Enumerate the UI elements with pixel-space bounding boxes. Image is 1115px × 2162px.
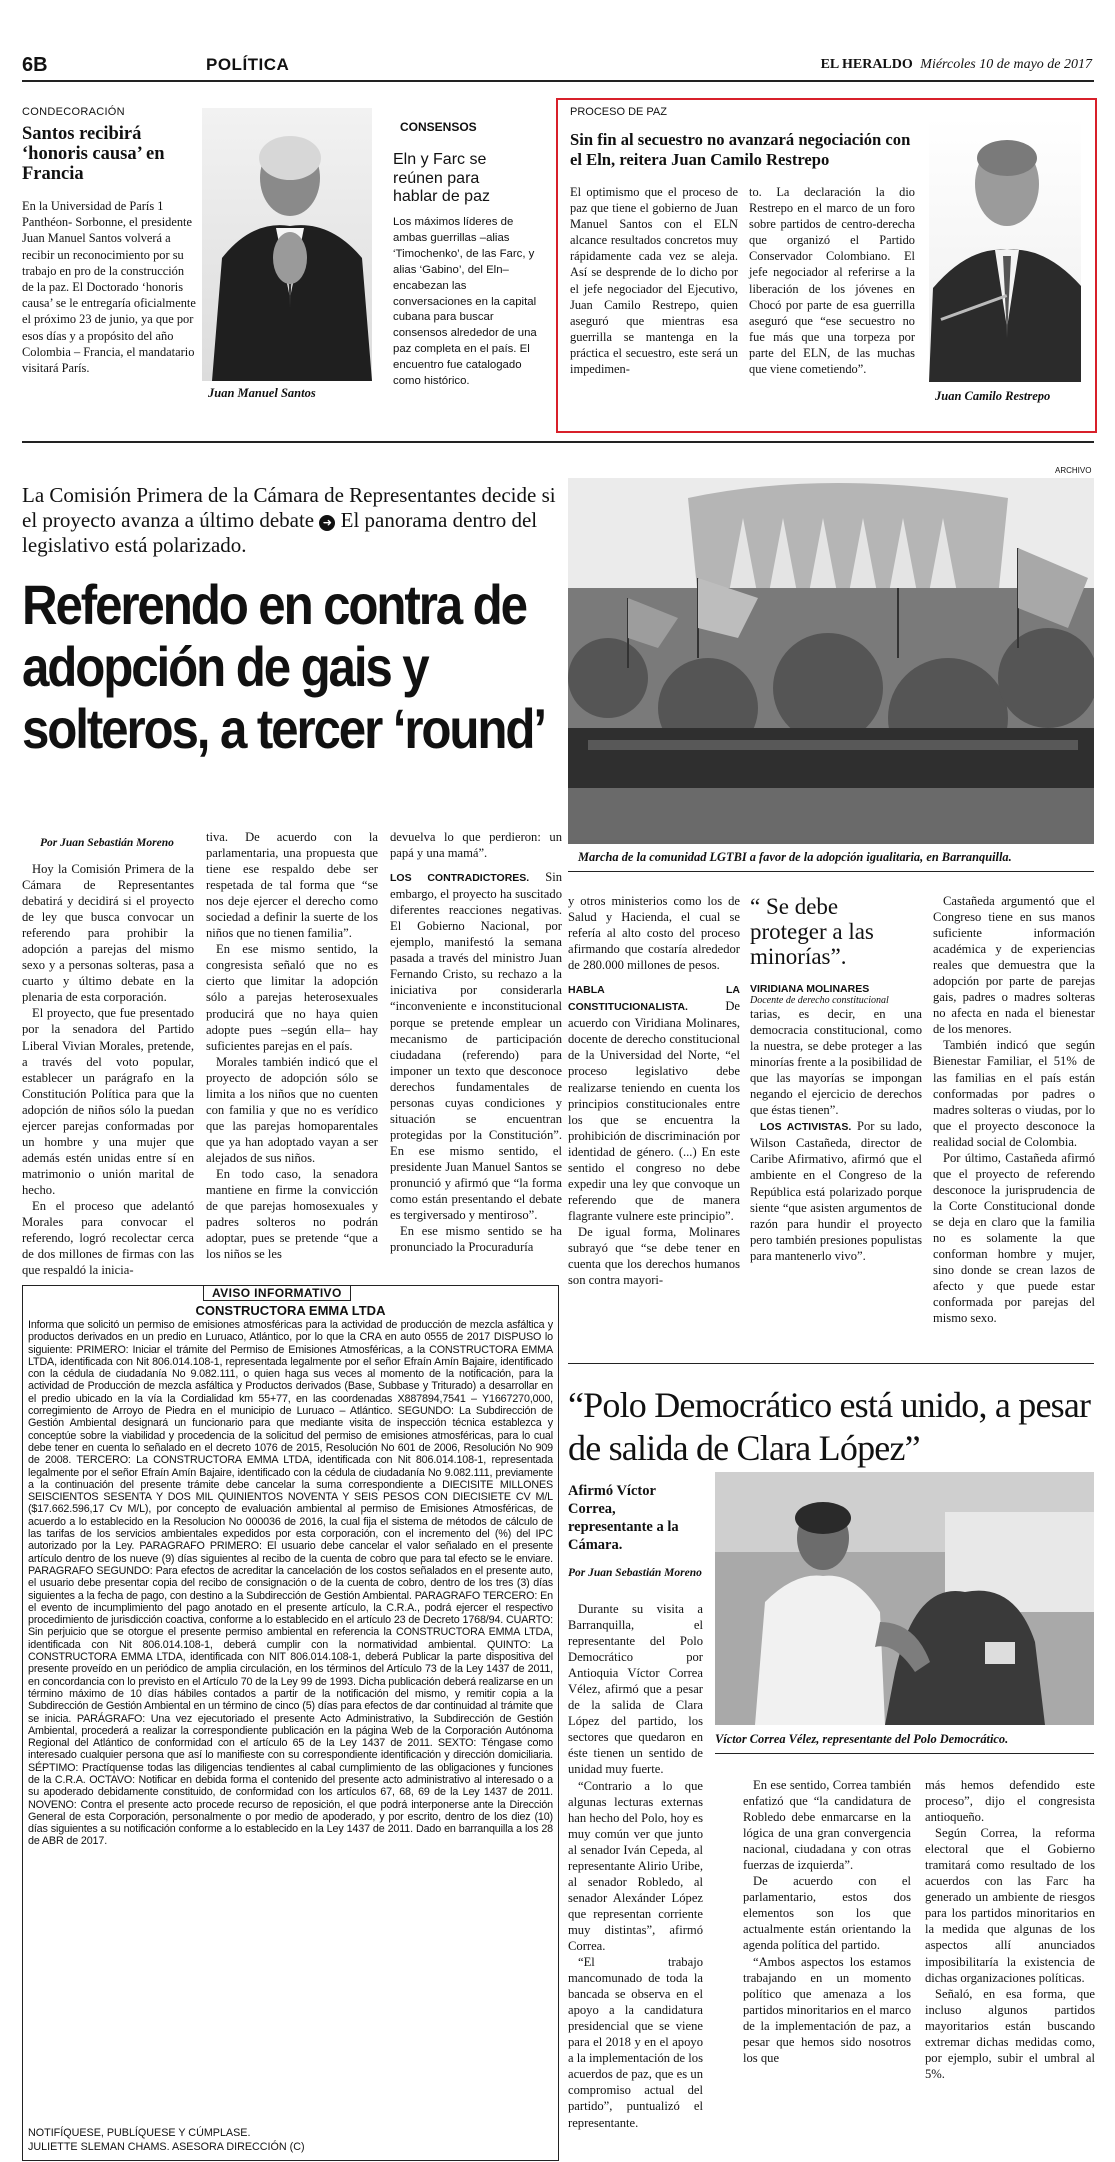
march-photo: [568, 478, 1094, 844]
brief-right-kicker: PROCESO DE PAZ: [570, 106, 667, 118]
col3-para-2: En ese mismo sentido se ha pronunciado la Procuraduría: [390, 1224, 562, 1255]
restrepo-caption: Juan Camilo Restrepo: [935, 389, 1051, 403]
pull-quote-role: Docente de derecho constitucional: [750, 995, 889, 1006]
col1-para-2: El proyecto, que fue presentado por la senadora del Partido Liberal Vivian Morales, pretende, a través del voto popular, establecer un parágrafo en la Constitución Política para que la adopción de niños sólo la puedan ejercer parejas conformadas por un hombre y una mujer que además estén unidas entre sí en matrimonio o unión marital de hecho.: [22, 1006, 194, 1197]
header-rule: [22, 80, 1094, 82]
polo-col-1: [568, 1601, 703, 2131]
brief-left-kicker: CONDECORACIÓN: [22, 106, 125, 118]
col5-run-in: LOS ACTIVISTAS.: [760, 1121, 852, 1134]
santos-caption: Juan Manuel Santos: [208, 386, 316, 400]
issue-date: Miércoles 10 de mayo de 2017: [920, 57, 1092, 72]
col3-run-in: LOS CONTRADICTORES.: [390, 872, 530, 885]
masthead: [821, 57, 1092, 73]
col1-para-1: Hoy la Comisión Primera de la Cámara de Representantes debatirá y decidirá si el proyecto de ley que busca convocar un referendo para prohibir la adopción a parejas del mismo sexo y a personas solteras, pasa a cuarto y último debate en la plenaria de esta corporación.: [22, 862, 194, 1005]
col2-para-2: En ese mismo sentido, la congresista señaló que no es cierto que limitar la adopción sólo a parejas heterosexuales producirá que no haya quien adopte pues –según ella– hay suficientes parejas en el país.: [206, 942, 378, 1053]
section-title: POLÍTICA: [206, 55, 290, 74]
col4-para-3: De igual forma, Molinares subrayó que “se debe tener en cuenta que los derechos humanos son contra mayori-: [568, 1224, 740, 1288]
polo-col1-para-1: Durante su visita a Barranquilla, el representante del Polo Democrático por Antioquia Víctor Correa Vélez, afirmó que a pesar de la salida de Clara López del partido, los sectores que quedaron en éste tienen un sentido de unidad muy fuerte.: [568, 1602, 703, 1777]
notice-signature: JULIETTE SLEMAN CHAMS. ASESORA DIRECCIÓN (C): [28, 2141, 305, 2153]
notice-label: AVISO INFORMATIVO: [203, 1285, 351, 1301]
polo-col1-para-3: “El trabajo mancomunado de toda la bancada se observa en el apoyo a la candidatura presidencial que se viene para el 2018 y en el apoyo a la implementación de los acuerdos de paz, que es un compromiso actual del partido”, puntualizó el representante.: [568, 1955, 703, 2130]
legal-notice: [22, 1285, 559, 2161]
correa-photo: [715, 1472, 1094, 1725]
col6-para-1: Castañeda argumentó que el Congreso tiene en sus manos suficiente información académica y de experiencias reales que demuestra que la adopción por parte de parejas gais, padres o madres solteras no afecta en nada el bienestar de los menores.: [933, 894, 1095, 1037]
page-number: 6B: [22, 54, 48, 76]
deck-part-1: La Comisión Primera de la Cámara de Representantes decide si el proyecto avanza a último debate: [22, 483, 556, 532]
march-caption: Marcha de la comunidad LGTBI a favor de la adopción igualitaria, en Barranquilla.: [578, 850, 1012, 864]
col4-para-1: y otros ministerios como los de Salud y Hacienda, el cual se refería al alto costo del proceso afirmando que costaría alrededor de 280.000 millones de pesos.: [568, 894, 740, 973]
col3-lead: devuelva lo que perdieron: un papá y una mamá”.: [390, 830, 562, 861]
col6-para-3: Por último, Castañeda afirmó que el proyecto de referendo desconoce la jurisprudencia de la Corte Constitucional donde se deja en claro que la familia no es solamente la que conforman hombre y mujer, sino donde se crean lazos de afecto y que puede estar conformada por parejas del mismo sexo.: [933, 1150, 1095, 1326]
main-col-5: [750, 1006, 922, 1264]
arrow-circle-icon: ➜: [319, 515, 335, 531]
polo-col2-para-1: En ese sentido, Correa también enfatizó que “la candidatura de Robledo debe enmarcarse en la lógica de una gran convergencia nacional, ciudadana y con otras fuerzas de izquierda”.: [743, 1778, 911, 1873]
polo-col2-para-2: De acuerdo con el parlamentario, estos dos elementos son los que actualmente están orientando la agenda política del partido.: [743, 1874, 911, 1953]
polo-col-3: [925, 1777, 1095, 2082]
col6-para-2: También indicó que según Bienestar Familiar, el 51% de las familias en el país están conformadas por padres o madres solteras o viudas, por lo que el proyecto desconoce la realidad social de Colombia.: [933, 1038, 1095, 1149]
col4-run-in: HABLA LA CONSTITUCIONALISTA.: [568, 984, 740, 1014]
polo-col3-para-1: más hemos defendido este proceso”, dijo el congresista antioqueño.: [925, 1778, 1095, 1825]
col1-para-3: En el proceso que adelantó Morales para convocar el referendo, logró recolectar cerca de dos millones de firmas con las que respaldó la inicia-: [22, 1198, 194, 1278]
polo-col1-para-2: “Contrario a lo que algunas lecturas externas han hecho del Polo, hoy es muy común ver que junto al senador Iván Cepeda, al representante Alirio Uribe, al senador Robledo, al senador Alexánder López que representan corriente muy distintas”, afirmó Correa.: [568, 1778, 704, 1953]
polo-col3-para-2: Según Correa, la reforma electoral que el Gobierno tramitará como resultado de los acuerdos con las Farc ha generado un ambiente de riesgos para los partidos minoritarios en la medida que algunas de los aspectos allí anunciados imposibilitaría la existencia de dichas organizaciones políticas.: [925, 1826, 1095, 1985]
col4-para-2: De acuerdo con Viridiana Molinares, docente de derecho constitucional de la Universidad del Norte, “el proceso legislativo debe realizarse teniendo en cuenta los principios constitucionales entre los que se encuentra la prohibición de discriminación por identidad de género. (...) En este sentido el congreso no debe expedir una ley que convoque un referendo que de manera flagrante vulnere este principio”.: [568, 999, 740, 1223]
polo-headline: “Polo Democrático está unido, a pesar de salida de Clara López”: [568, 1385, 1091, 1468]
main-col-3: [390, 829, 562, 1255]
notice-company: CONSTRUCTORA EMMA LTDA: [195, 1303, 386, 1318]
brief-mid-body: Los máximos líderes de ambas guerrillas –alias ‘Timochenko’, de las Farc, y alias ‘Gabino’, del Eln– encabezan las conversaciones en la capital cubana para buscar consensos alrededor de una paz completa en el país. El encuentro fue catalogado como histórico.: [393, 216, 537, 388]
brief-right-col1: El optimismo que el proceso de paz que tiene el gobierno de Juan Manuel Santos con el ELN alcance resultados concretos muy rápidamente cada vez se aleja. Así se desprende de lo dicho por el jefe negociador del Ejecutivo, Juan Camilo Restrepo, quien aseguró que mientras esa guerrilla se mantenga en la práctica el secuestro, este será un impedimen-: [570, 185, 738, 377]
photo-credit: ARCHIVO: [1055, 466, 1092, 475]
polo-col-2: [743, 1777, 911, 2066]
col3-para-1: Sin embargo, el proyecto ha suscitado diferentes reacciones negativas. El Gobierno Nacional, por ejemplo, manifestó la semana pasada a través del ministro Juan Fernando Cristo, su rechazo a la iniciativa por considerarla “inconveniente e inconstitucional porque se pretende emplear un mecanismo de participación ciudadana (referendo) para imponer un texto que desconoce derechos fundamentales de personas cuyas condiciones y situación se encuentran protegidas por la Constitución”. En ese mismo sentido, el presidente Juan Manuel Santos se pronunció y afirmó que “la forma como están presentando el debate es tergiversado y mentiroso”.: [390, 870, 562, 1223]
paper-name: EL HERALDO: [820, 57, 913, 72]
col5-para-1: tarias, es decir, en una democracia constitucional, como la nuestra, se debe proteger a las minorías frente a la posibilidad de que las mayorías se impongan negando el ejercicio de derechos que éstas tienen”.: [750, 1007, 922, 1118]
correa-caption: Víctor Correa Vélez, representante del Polo Democrático.: [715, 1732, 1009, 1746]
pull-quote: [750, 894, 920, 1006]
santos-photo: [202, 108, 372, 381]
deck-part-2: El panorama dentro del legislativo está polarizado.: [22, 508, 538, 557]
polo-top-rule: [568, 1363, 1094, 1364]
section-divider: [22, 441, 1094, 443]
main-col-2: [206, 829, 378, 1262]
col2-para-3: Morales también indicó que el proyecto de adopción sólo se limita a los niños que no cuenten con familia y que no es verídico que las parejas homoparentales que ya han adoptado vayan a ser alejados de sus niños.: [206, 1054, 378, 1165]
restrepo-photo: [929, 118, 1081, 382]
polo-col2-para-3: “Ambos aspectos los estamos trabajando en un momento político que amenaza a los partidos minoritarios en el marco de la implementación de paz, a pesar que hemos sido nosotros los que: [743, 1954, 911, 2065]
main-col-1: [22, 861, 194, 1278]
polo-byline: Por Juan Sebastián Moreno: [568, 1567, 702, 1579]
brief-left-body: En la Universidad de París 1 Panthéon- Sorbonne, el presidente Juan Manuel Santos volverá a recibir un reconocimiento por su trabajo en pro de la construcción de la paz. El Doctorado ‘honoris causa’ se le entregaría oficialmente el próximo 23 de junio, ya que por esos días y a propósito del año Colombia – Francia, el mandatario visitará París.: [22, 199, 196, 376]
brief-right-title: Sin fin al secuestro no avanzará negociación con el Eln, reitera Juan Camilo Restrepo: [570, 130, 911, 169]
main-deck: [22, 483, 562, 558]
main-col-4: [568, 893, 740, 1288]
brief-right-col2: to. La declaración la dio Restrepo en el marco de un foro sobre partidos de centro-derecha que organizó el Partido Conservador Colombiano. El jefe negociador al referirse a la liberación de los jóvenes en Chocó por parte de esa guerrilla aseguró que “ese secuestro no fue más que una torpeza por parte del ELN, de las muchas que viene cometiendo”.: [749, 185, 915, 377]
notice-closing: NOTIFÍQUESE, PUBLÍQUESE Y CÚMPLASE.: [28, 2127, 251, 2139]
brief-left-title: Santos recibirá ‘honoris causa’ en Francia: [22, 124, 165, 184]
polo-caption-rule: [715, 1753, 1094, 1754]
main-col-6: [933, 893, 1095, 1326]
col5-para-2: Por su lado, Wilson Castañeda, director de Caribe Afirmativo, afirmó que el ambiente en el Congreso de la República está polarizado porque siente “que asisten argumentos de razón para hundir el proyecto pero también presiones populistas para mantenerlo vivo”.: [750, 1119, 922, 1263]
notice-text: Informa que solicitó un permiso de emisiones atmosféricas para la actividad de producción de mezcla asfáltica y productos derivados en un predio en Luruaco, Atlántico, por lo que la CRA en auto 0555 de 2017 DISPUSO lo siguiente: PRIMERO: Iniciar el trámite del Permiso de Emisiones Atmosféricas, a la CONSTRUCTORA EMMA LTDA, identificada con Nit 806.014.108-1, representada legalmente por el señor Efraín Amín Bajaire, identificado con la cédula de ciudadanía No 9.082.111, o quien haga sus veces al momento de la notificación, para la actividad de Producción de mezcla asfáltica y Productos derivados (Base, Subbase y Triturado) a desarrollar en el predio ubicado en la vía la Cordialidad km 55+77, en las coordenadas X887894,7541 – Y1667270,000, corregimiento de Arroyo de Piedra en el municipio de Luruaco – Atlántico. SEGUNDO: La Subdirección de Gestión Ambiental designará un funcionario para que mediante visita de inspección técnica establezca y conceptúe sobre la viabilidad y procedencia de la solicitud del permiso de emisiones atmosféricas, para lo cual debe tener en cuenta lo señalado en el decreto 1076 de 2015, Resolución No 601 de 2006, Resolución No 909 de 2008. TERCERO: La CONSTRUCTORA EMMA LTDA, identificada con Nit 806.014.108-1, representada legalmente por el señor Efraín Amín Bajaire, identificado con la cédula de ciudadanía No 9.082.111, previamente a la continuación del presente trámite debe cancelar la suma correspondiente a DIECISITE MILLONES SEISCIENTOS SESENTA Y DOS MIL QUINIENTOS NOVENTA Y SEIS PESOS CON DIECISIETE CV M/L ($17.662.596,17 Cv M/L), por concepto de evaluación ambiental al permiso de Emisiones Atmosféricas, de acuerdo a lo establecido en la Resolucion No 000036 de 2016, la cual fija el sistema de métodos de cálculo de las tarifas de los servicios ambientales expedidos por esta corporación, con el incremento del (%) del IPC autorizado por la Ley. PARAGRAFO PRIMERO: El usuario debe cancelar el valor señalado en el presente artículo dentro de los nueve (9) días siguientes al recibo de la cuenta de cobro que para tal efecto se le enviare. PARAGRAFO SEGUNDO: Para efectos de acreditar la cancelación de los costos señalados en el presente auto, el usuario debe presentar copia del recibo de consignación o de la cuenta de cobro, dentro de los tres (3) días siguientes a la fecha de pago, con destino a la Subdirección de Gestión Ambiental. PARAGRAFO TERCERO: En el evento de incumplimiento del pago anotado en el presente artículo, la C.R.A., podrá ejercer el respectivo procedimiento de jurisdicción coactiva, conforme a lo establecido en el artículo 23 de Decreto 1768/94. CUARTO: Sin perjuicio que se otorgue el presente permiso ambiental en referencia la CONSTRUCTORA EMMA LTDA, identificada con Nit 806.014.108-1, deberá cumplir con la normatividad ambiental. QUINTO: La CONSTRUCTORA EMMA LTDA, identificada con NIT 806.014.108-1, deberá Publicar la parte dispositiva del presente proveído en un periódico de amplia circulación, en los términos del Artículo 73 de la Ley 1437 de 2011, en concordancia con lo previsto en el Artículo 70 de la Ley 99 de 1993. Dicha publicación deberá realizarse en un término máximo de 10 días hábiles contados a partir de la notificación del mismo, y remitir copia a la Subdirección de Gestión Ambiental en un término de cinco (5) días para efectos de dar continuidad al trámite que se inicia. PARÁGRAFO: Una vez ejecutoriado el presente Acto Administrativo, la Subdirección de Gestión Ambiental, procederá a realizar la correspondiente publicación en la página Web de la Corporación Autónoma Regional del Atlántico de conformidad con el artículo 65 de la Ley 1437 de 2011. SEXTO: Téngase como interesado cualquier persona que así lo manifieste con su correspondiente identificación y dirección domiciliaria. SÉPTIMO: Practíquense todas las diligencias tendientes al cabal cumplimiento de las obligaciones y funciones de la C.R.A. OCTAVO: Notificar en debida forma el contenido del presente acto administrativo al interesado o a su apoderado debidamente constituido, de conformidad con los artículos 67, 68, 69 de la Ley 1437 de 2011. NOVENO: Contra el presente acto procede recurso de reposición, el que podrá interponerse ante la Dirección General de esta Corporación, personalmente o por medio de apoderado, y por escrito, dentro de los diez (10) días siguientes a su notificación conforme a lo establecido en la Ley 1437 de 2011. Dado en barranquilla a los 28 de ABR de 2017.: [28, 1319, 553, 1848]
main-headline: Referendo en contra de adopción de gais y solteros, a tercer ‘round’: [22, 573, 545, 760]
pull-quote-text: “ Se debe proteger a las minorías”.: [750, 894, 874, 969]
caption-rule: [568, 871, 1094, 872]
polo-col3-para-3: Señaló, en esa forma, que incluso algunos partidos mayoritarios están buscando extremar dichas medidas como, por ejemplo, subir el umbral al 5%.: [925, 1986, 1095, 2081]
brief-mid-kicker: CONSENSOS: [400, 120, 477, 134]
pull-quote-name: VIRIDIANA MOLINARES: [750, 983, 870, 995]
col2-para-1: tiva. De acuerdo con la parlamentaria, una propuesta que tiene ese respaldo debe ser respetada de tal forma que “se nos deje ejercer el derecho como sociedad a definir la suerte de los niños que no tienen familia”.: [206, 830, 378, 941]
col2-para-4: En todo caso, la senadora mantiene en firme la convicción de que parejas homosexuales y padres solteros no podrán adoptar, pues se pretende “que a los niños se les: [206, 1166, 378, 1262]
main-byline: Por Juan Sebastián Moreno: [40, 837, 174, 849]
polo-deck: Afirmó Víctor Correa, representante a la Cámara.: [568, 1483, 679, 1553]
brief-mid-title: Eln y Farc se reúnen para hablar de paz: [393, 151, 490, 206]
